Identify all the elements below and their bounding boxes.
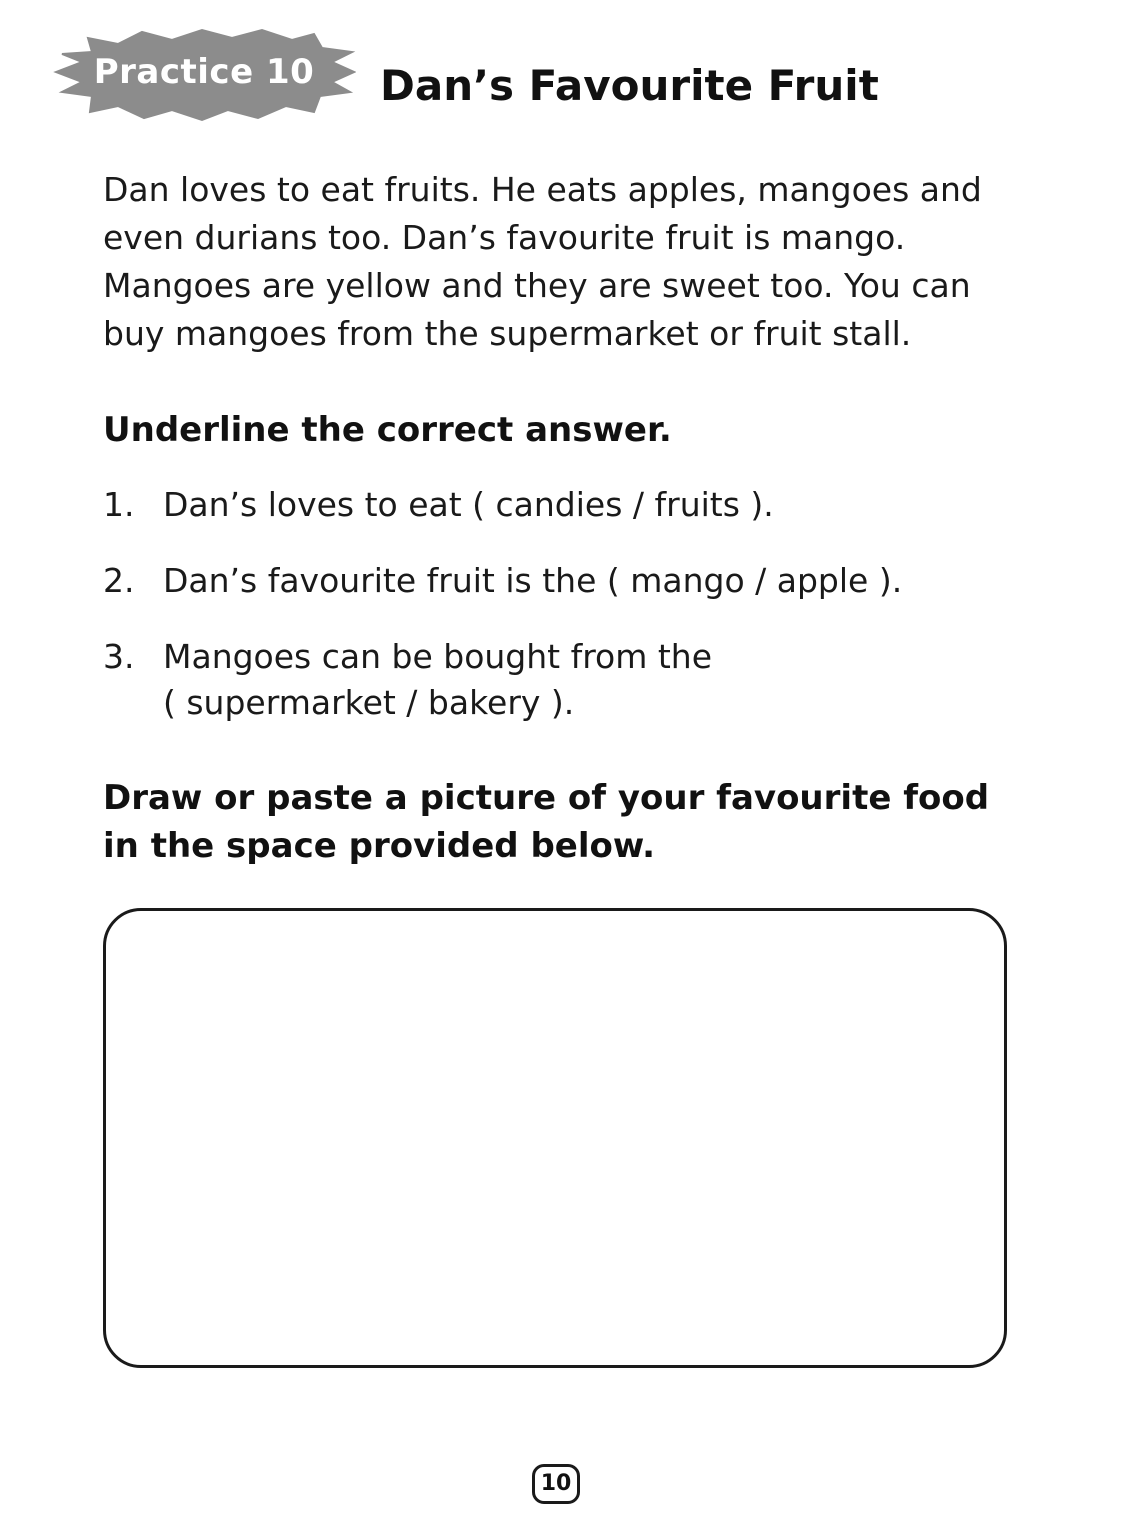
question-line: ( supermarket / bakery ). (163, 683, 575, 722)
question-item (103, 558, 1033, 604)
question-item (103, 482, 1033, 528)
draw-instruction: Draw or paste a picture of your favourite food in the space provided below. (103, 778, 990, 866)
question-item (103, 634, 1033, 726)
page-title: Dan’s Favourite Fruit (380, 61, 879, 110)
practice-badge-label: Practice 10 (93, 52, 315, 92)
practice-badge (52, 26, 356, 122)
question-line: Mangoes can be bought from the (163, 637, 713, 676)
reading-passage: Dan loves to eat fruits. He eats apples, mangoes and even durians too. Dan’s favourite fruit is mango. Mangoes are yellow and they are sweet too. You can buy mangoes from the supermarket or fruit stall. (103, 170, 982, 353)
question-number: 2. (103, 561, 135, 600)
drawing-area[interactable] (103, 908, 1007, 1368)
question-text (163, 558, 1033, 604)
question-list (103, 482, 1033, 756)
question-line: Dan’s loves to eat ( candies / fruits ). (163, 485, 774, 524)
underline-instruction: Underline the correct answer. (103, 410, 672, 450)
question-text (163, 634, 1033, 726)
question-line: Dan’s favourite fruit is the ( mango / apple ). (163, 561, 903, 600)
question-number: 3. (103, 637, 135, 676)
question-number: 1. (103, 485, 135, 524)
page-number: 10 (532, 1464, 580, 1504)
question-text (163, 482, 1033, 528)
